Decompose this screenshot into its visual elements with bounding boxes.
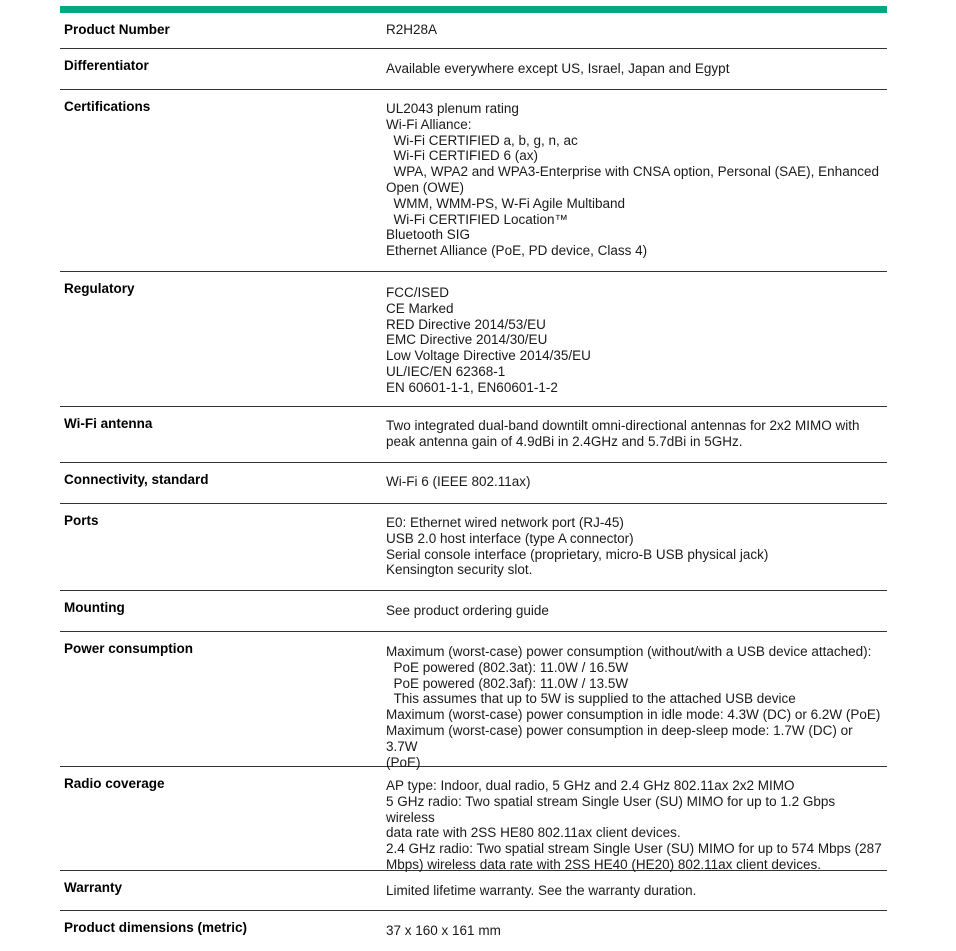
spec-row: [60, 407, 887, 463]
spec-row: [60, 871, 887, 911]
spec-label: Wi-Fi antenna: [64, 416, 153, 431]
spec-label: Power consumption: [64, 641, 194, 656]
spec-value: E0: Ethernet wired network port (RJ-45) USB 2.0 host interface (type A connector) Serial console interface (proprietary, micro-B USB physical jack) Kensington security slot.: [386, 515, 769, 578]
spec-label: Differentiator: [64, 58, 149, 73]
spec-table: [60, 13, 887, 951]
spec-row: [60, 911, 887, 951]
spec-value: See product ordering guide: [386, 603, 549, 618]
spec-row: [60, 272, 887, 407]
spec-label: Certifications: [64, 99, 151, 114]
spec-row: [60, 632, 887, 770]
spec-value: UL2043 plenum rating Wi-Fi Alliance: Wi-Fi CERTIFIED a, b, g, n, ac Wi-Fi CERTIFIED 6 (ax) WPA, WPA2 and WPA3-Enterprise with CNSA option, Personal (SAE), Enhanced Open (OWE) WMM, WMM-PS, W-Fi Agile Multiband Wi-Fi CERTIFIED Location™ Bluetooth SIG Ethernet Alliance (PoE, PD device, Class 4): [386, 101, 879, 259]
spec-row: [60, 504, 887, 591]
spec-value: FCC/ISED CE Marked RED Directive 2014/53/EU EMC Directive 2014/30/EU Low Voltage Directive 2014/35/EU UL/IEC/EN 62368-1 EN 60601-1-1, EN60601-1-2: [386, 285, 591, 395]
spec-value: AP type: Indoor, dual radio, 5 GHz and 2.4 GHz 802.11ax 2x2 MIMO 5 GHz radio: Two spatial stream Single User (SU) MIMO for up to 1.2 Gbps wireless data rate with 2SS HE80 802.11ax client devices. 2.4 GHz radio: Two spatial stream Single User (SU) MIMO for up to 574 Mbps (287 Mbps) wireless data rate with 2SS HE40 (HE20) 802.11ax client devices.: [386, 778, 882, 872]
spec-label: Regulatory: [64, 281, 135, 296]
spec-label: Ports: [64, 513, 99, 528]
spec-row: [60, 463, 887, 504]
spec-label: Product Number: [64, 22, 170, 37]
spec-row: [60, 49, 887, 90]
spec-value: Wi-Fi 6 (IEEE 802.11ax): [386, 474, 531, 489]
spec-label: Mounting: [64, 600, 125, 615]
spec-value: Two integrated dual-band downtilt omni-directional antennas for 2x2 MIMO with peak antenna gain of 4.9dBi in 2.4GHz and 5.7dBi in 5GHz.: [386, 418, 860, 449]
spec-label: Product dimensions (metric): [64, 920, 248, 935]
spec-row: [60, 90, 887, 272]
spec-row: [60, 13, 887, 49]
accent-bar: [60, 6, 887, 13]
spec-value: 37 x 160 x 161 mm: [386, 923, 501, 938]
spec-row: [60, 591, 887, 632]
spec-value: R2H28A: [386, 22, 438, 37]
spec-label: Warranty: [64, 880, 123, 895]
spec-value: Limited lifetime warranty. See the warranty duration.: [386, 883, 697, 898]
spec-label: Radio coverage: [64, 776, 165, 791]
spec-value: Available everywhere except US, Israel, Japan and Egypt: [386, 61, 730, 76]
spec-row: [60, 767, 887, 871]
spec-label: Connectivity, standard: [64, 472, 209, 487]
spec-value: Maximum (worst-case) power consumption (without/with a USB device attached): PoE powered (802.3at): 11.0W / 16.5W PoE powered (802.3af): 11.0W / 13.5W This assumes that up to 5W is supplied to the attached USB device Maximum (worst-case) power consumption in idle mode: 4.3W (DC) or 6.2W (PoE) Maximum (worst-case) power consumption in deep-sleep mode: 1.7W (DC) or 3.7W (PoE): [386, 644, 881, 770]
